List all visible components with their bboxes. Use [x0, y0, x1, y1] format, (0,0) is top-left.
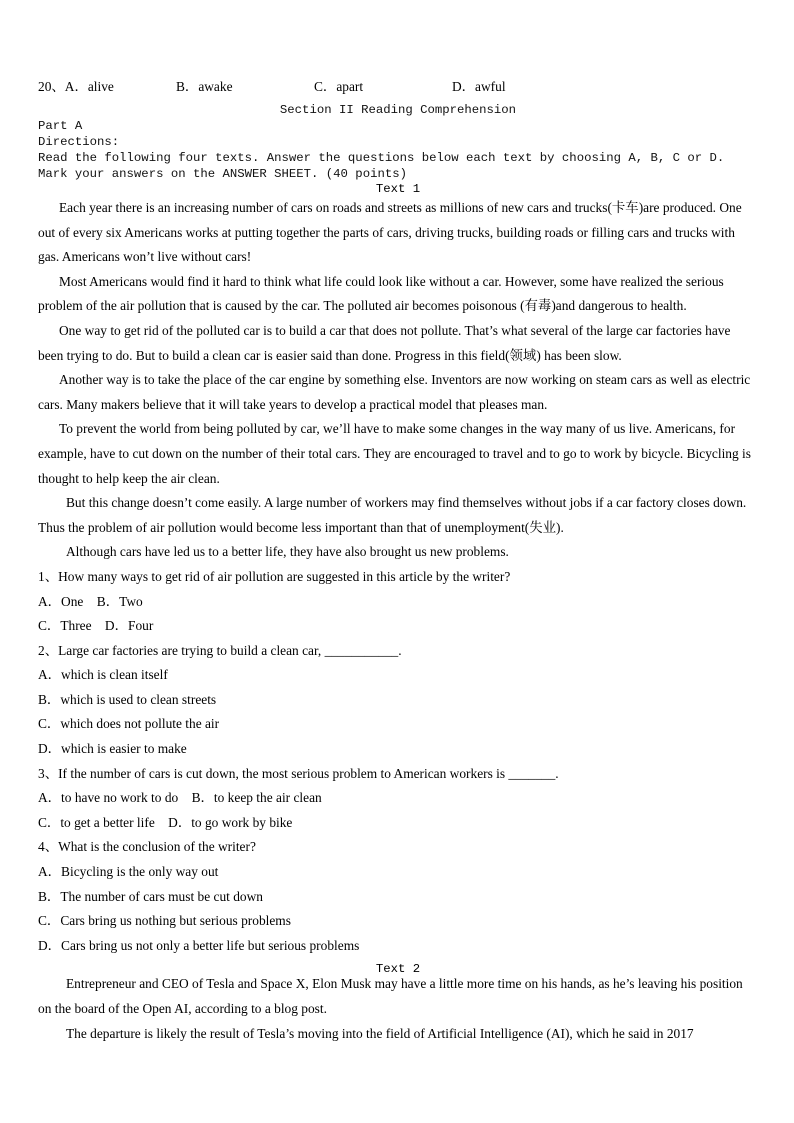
- paragraph: To prevent the world from being polluted by car, we’ll have to make some changes in the way many of us live. Americans, for example, have to cut down on the number of their total cars. They are encouraged to travel and to go to work by bicycle. Bicycling is thought to help keep the air clean.: [38, 421, 751, 486]
- paragraph: Another way is to take the place of the car engine by something else. Inventors are now working on steam cars as well as electric cars. Many makers believe that it will take years to develop a practical model that pleases man.: [38, 372, 751, 412]
- question-stem: 2、Large car factories are trying to build a clean car, ___________.: [38, 642, 402, 658]
- text2-title: Text 2: [375, 962, 421, 977]
- section-header: [38, 102, 758, 182]
- paragraph: But this change doesn’t come easily. A large number of workers may find themselves without jobs if a car factory closes down. Thus the problem of air pollution would become less important than that of unemployment(失业).: [38, 495, 747, 535]
- answer-options: D．Cars bring us not only a better life but serious problems: [38, 937, 360, 953]
- answer-options: D．which is easier to make: [38, 741, 187, 757]
- answer-options: C．to get a better life D．to go work by bike: [38, 814, 293, 830]
- question-stem: 4、What is the conclusion of the writer?: [38, 839, 256, 855]
- text1-title: Text 1: [375, 182, 421, 196]
- text1-questions: [38, 565, 758, 959]
- paragraph: One way to get rid of the polluted car is to build a car that does not pollute. That’s what several of the large car factories have been trying to do. But to build a clean car is easier said than done. Progress in this field(领域) has been slow.: [38, 322, 731, 363]
- q20-option-a: 20、A．alive: [38, 79, 114, 94]
- paragraph: Most Americans would find it hard to think what life could look like without a car. However, some have realized the serious problem of the air pollution that is caused by the car. The polluted air becomes poisonous (有毒)and dangerous to health.: [38, 273, 724, 314]
- answer-options: A．to have no work to do B．to keep the air clean: [38, 790, 322, 806]
- paragraph: Each year there is an increasing number of cars on roads and streets as millions of new cars and trucks(卡车)are produced. One out of every six Americans works at putting together the parts of cars, driving trucks, building roads or filling cars and trucks with gas. Americans won’t live without cars!: [38, 200, 742, 265]
- answer-options: A．Bicycling is the only way out: [38, 864, 219, 880]
- question-stem: 3、If the number of cars is cut down, the most serious problem to American workers is _______.: [38, 765, 559, 781]
- part-label: Part A: [38, 119, 83, 133]
- q20-option-d: D．awful: [452, 79, 506, 94]
- section-title: Section II Reading Comprehension: [279, 103, 517, 117]
- paragraph: Although cars have led us to a better life, they have also brought us new problems.: [66, 544, 509, 560]
- answer-options: C．Three D．Four: [38, 618, 154, 634]
- answer-options: C．which does not pollute the air: [38, 716, 220, 732]
- answer-options: C．Cars bring us nothing but serious problems: [38, 913, 291, 929]
- answer-options: A．One B．Two: [38, 593, 143, 609]
- paragraph: Entrepreneur and CEO of Tesla and Space X, Elon Musk may have a little more time on his hands, as he’s leaving his position on the board of the Open AI, according to a blog post.: [38, 976, 743, 1016]
- q20-option-b: B．awake: [176, 79, 233, 94]
- q20-option-c: C．apart: [314, 79, 364, 94]
- answer-options: A．which is clean itself: [38, 667, 168, 683]
- directions-text: Read the following four texts. Answer the questions below each text by choosing A, B, C or D. Mark your answers on the ANSWER SHEET. (40 points): [38, 151, 725, 181]
- answer-options: B．which is used to clean streets: [38, 691, 217, 707]
- directions-label: Directions:: [38, 135, 120, 149]
- reading-body: [38, 182, 758, 1046]
- question-stem: 1、How many ways to get rid of air pollution are suggested in this article by the writer?: [38, 568, 511, 584]
- answer-options: B．The number of cars must be cut down: [38, 888, 263, 904]
- paragraph: The departure is likely the result of Tesla’s moving into the field of Artificial Intelligence (AI), which he said in 2017: [66, 1025, 694, 1041]
